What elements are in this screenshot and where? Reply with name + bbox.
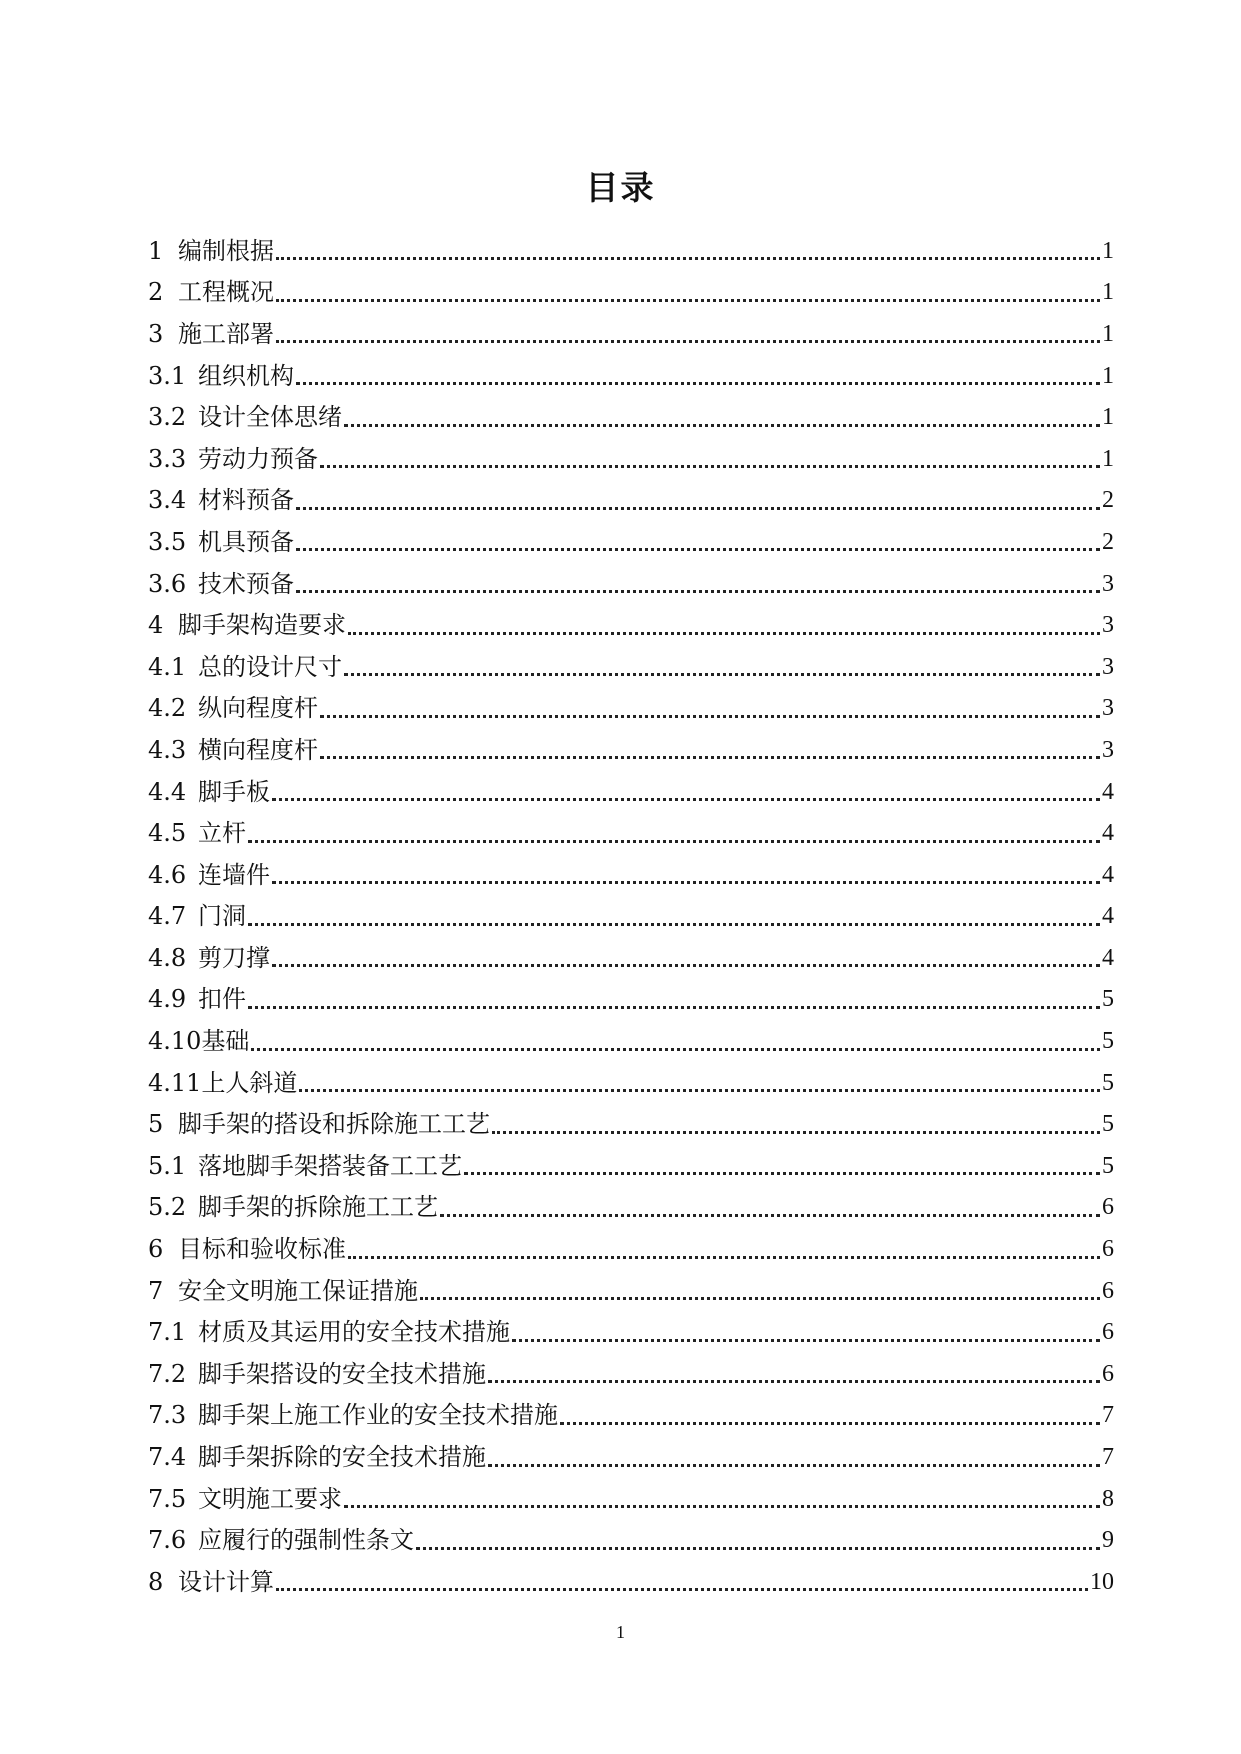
toc-entry-label: 编制根据 bbox=[178, 236, 274, 265]
dot-leader bbox=[320, 715, 1100, 718]
toc-entry-label: 脚手架构造要求 bbox=[178, 611, 346, 640]
toc-entry-label: 工程概况 bbox=[178, 278, 274, 307]
toc-entry-page: 5 bbox=[1102, 1152, 1114, 1179]
toc-entry[interactable] bbox=[148, 1311, 1114, 1353]
toc-entry[interactable] bbox=[148, 1353, 1114, 1395]
dot-leader bbox=[276, 340, 1100, 343]
toc-entry-label: 设计全体思绪 bbox=[198, 403, 342, 432]
toc-entry-label: 总的设计尺寸 bbox=[198, 652, 342, 681]
dot-leader bbox=[248, 923, 1100, 926]
toc-entry-label: 组织机构 bbox=[198, 361, 294, 390]
toc-entry-page: 8 bbox=[1102, 1485, 1114, 1512]
dot-leader bbox=[299, 1089, 1100, 1092]
dot-leader bbox=[492, 1131, 1100, 1134]
dot-leader bbox=[296, 548, 1100, 551]
toc-entry-page: 6 bbox=[1102, 1319, 1114, 1346]
toc-entry-number: 4 bbox=[148, 611, 164, 640]
toc-entry-number: 7.6 bbox=[148, 1526, 187, 1555]
toc-entry-page: 9 bbox=[1102, 1527, 1114, 1554]
toc-entry-number: 3.1 bbox=[148, 361, 187, 390]
toc-entry-page: 1 bbox=[1102, 237, 1114, 264]
toc-entry-page: 4 bbox=[1102, 778, 1114, 805]
toc-entry-number: 3.2 bbox=[148, 403, 187, 432]
toc-entry-label: 纵向程度杆 bbox=[198, 694, 318, 723]
dot-leader bbox=[512, 1339, 1100, 1342]
toc-entry-number: 4.9 bbox=[148, 985, 187, 1014]
toc-entry-label: 脚手架搭设的安全技术措施 bbox=[198, 1359, 486, 1388]
toc-entry-page: 7 bbox=[1102, 1402, 1114, 1429]
toc-entry-page: 5 bbox=[1102, 986, 1114, 1013]
toc-entry-page: 6 bbox=[1102, 1194, 1114, 1221]
toc-entry[interactable] bbox=[148, 1103, 1114, 1145]
toc-entry[interactable] bbox=[148, 1561, 1114, 1603]
toc-entry[interactable] bbox=[148, 438, 1114, 480]
dot-leader bbox=[272, 964, 1100, 967]
toc-entry-number: 1 bbox=[148, 236, 164, 265]
toc-entry-label: 施工部署 bbox=[178, 319, 274, 348]
toc-entry-number: 4.8 bbox=[148, 943, 187, 972]
toc-entry[interactable] bbox=[148, 480, 1114, 522]
dot-leader bbox=[348, 1256, 1100, 1259]
toc-entry-number: 7.1 bbox=[148, 1318, 187, 1347]
dot-leader bbox=[276, 257, 1100, 260]
toc-entry-label: 目标和验收标准 bbox=[178, 1235, 346, 1264]
toc-entry-label: 门洞 bbox=[198, 902, 246, 931]
toc-entry-number: 3.3 bbox=[148, 444, 187, 473]
toc-entry[interactable] bbox=[148, 812, 1114, 854]
toc-entry-number: 7 bbox=[148, 1276, 164, 1305]
toc-entry-number: 4.2 bbox=[148, 694, 187, 723]
toc-entry-page: 2 bbox=[1102, 487, 1114, 514]
dot-leader bbox=[348, 632, 1100, 635]
dot-leader bbox=[440, 1214, 1100, 1217]
toc-entry-number: 7.3 bbox=[148, 1401, 187, 1430]
dot-leader bbox=[320, 756, 1100, 759]
dot-leader bbox=[344, 1505, 1100, 1508]
toc-entry-page: 6 bbox=[1102, 1236, 1114, 1263]
toc-entry-number: 7.2 bbox=[148, 1359, 187, 1388]
toc-entry-label: 材质及其运用的安全技术措施 bbox=[198, 1318, 510, 1347]
toc-entry-page: 4 bbox=[1102, 944, 1114, 971]
toc-entry-label: 脚手架拆除的安全技术措施 bbox=[198, 1443, 486, 1472]
toc-entry[interactable] bbox=[148, 313, 1114, 355]
toc-entry-label: 脚手架的拆除施工工艺 bbox=[198, 1193, 438, 1222]
dot-leader bbox=[344, 424, 1100, 427]
dot-leader bbox=[464, 1172, 1100, 1175]
toc-entry-page: 3 bbox=[1102, 736, 1114, 763]
toc-entry-number: 6 bbox=[148, 1235, 164, 1264]
toc-entry[interactable] bbox=[148, 355, 1114, 397]
toc-entry[interactable] bbox=[148, 646, 1114, 688]
toc-entry-label: 横向程度杆 bbox=[198, 735, 318, 764]
dot-leader bbox=[276, 299, 1100, 302]
toc-entry-label: 设计计算 bbox=[178, 1567, 274, 1596]
toc-entry-page: 1 bbox=[1102, 279, 1114, 306]
toc-entry[interactable] bbox=[148, 979, 1114, 1021]
toc-entry-number: 4.4 bbox=[148, 777, 187, 806]
toc-entry-page: 2 bbox=[1102, 528, 1114, 555]
toc-entry-page: 10 bbox=[1090, 1568, 1114, 1595]
toc-entry-label: 技术预备 bbox=[198, 569, 294, 598]
toc-entry-page: 6 bbox=[1102, 1277, 1114, 1304]
toc-entry-label: 扣件 bbox=[198, 985, 246, 1014]
toc-entry[interactable] bbox=[148, 563, 1114, 605]
toc-entry-number: 2 bbox=[148, 278, 164, 307]
dot-leader bbox=[296, 382, 1100, 385]
toc-entry[interactable] bbox=[148, 1270, 1114, 1312]
dot-leader bbox=[296, 590, 1100, 593]
toc-entry[interactable] bbox=[148, 1228, 1114, 1270]
dot-leader bbox=[251, 1048, 1100, 1051]
toc-entry-page: 4 bbox=[1102, 861, 1114, 888]
dot-leader bbox=[560, 1422, 1100, 1425]
dot-leader bbox=[272, 798, 1100, 801]
toc-entry-page: 5 bbox=[1102, 1028, 1114, 1055]
toc-entry-page: 4 bbox=[1102, 903, 1114, 930]
toc-entry-label: 基础 bbox=[201, 1027, 250, 1056]
toc-entry[interactable] bbox=[148, 896, 1114, 938]
toc-entry-page: 1 bbox=[1102, 404, 1114, 431]
toc-entry-label: 应履行的强制性条文 bbox=[198, 1526, 414, 1555]
toc-entry-number: 3.5 bbox=[148, 527, 187, 556]
dot-leader bbox=[248, 1006, 1100, 1009]
toc-entry-label: 连墙件 bbox=[198, 860, 270, 889]
toc-entry-number: 4.11 bbox=[148, 1068, 202, 1097]
toc-entry-label: 脚手架上施工作业的安全技术措施 bbox=[198, 1401, 558, 1430]
toc-entry[interactable] bbox=[148, 771, 1114, 813]
toc-entry-number: 3 bbox=[148, 319, 164, 348]
toc-entry-label: 劳动力预备 bbox=[198, 444, 318, 473]
dot-leader bbox=[296, 507, 1100, 510]
dot-leader bbox=[272, 881, 1100, 884]
dot-leader bbox=[344, 673, 1100, 676]
toc-entry-number: 8 bbox=[148, 1567, 164, 1596]
toc-title: 目录 bbox=[585, 168, 656, 207]
toc-entry[interactable] bbox=[148, 688, 1114, 730]
toc-entry[interactable] bbox=[148, 1395, 1114, 1437]
toc-entry-page: 1 bbox=[1102, 320, 1114, 347]
toc-entry-page: 7 bbox=[1102, 1444, 1114, 1471]
toc-entry-page: 5 bbox=[1102, 1069, 1114, 1096]
toc-entry-label: 机具预备 bbox=[198, 527, 294, 556]
dot-leader bbox=[248, 840, 1100, 843]
toc-entry-label: 文明施工要求 bbox=[198, 1484, 342, 1513]
toc-entry-label: 脚手板 bbox=[198, 777, 270, 806]
toc-entry-number: 4.1 bbox=[148, 652, 187, 681]
toc-entry[interactable] bbox=[148, 1478, 1114, 1520]
toc-entry[interactable] bbox=[148, 1062, 1114, 1104]
toc-entry-number: 5.2 bbox=[148, 1193, 187, 1222]
toc-entry-page: 5 bbox=[1102, 1111, 1114, 1138]
toc-entry[interactable] bbox=[148, 396, 1114, 438]
toc-entry-number: 4.3 bbox=[148, 735, 187, 764]
toc-entry-page: 6 bbox=[1102, 1360, 1114, 1387]
dot-leader bbox=[416, 1547, 1100, 1550]
toc-entry-page: 1 bbox=[1102, 445, 1114, 472]
toc-entry-page: 3 bbox=[1102, 695, 1114, 722]
toc-entry-number: 3.4 bbox=[148, 486, 187, 515]
dot-leader bbox=[420, 1297, 1100, 1300]
table-of-contents bbox=[148, 230, 1114, 1603]
toc-entry-page: 3 bbox=[1102, 653, 1114, 680]
toc-entry[interactable] bbox=[148, 521, 1114, 563]
toc-entry[interactable] bbox=[148, 1519, 1114, 1561]
toc-entry-page: 3 bbox=[1102, 570, 1114, 597]
page-number: 1 bbox=[616, 1622, 625, 1642]
toc-entry-page: 3 bbox=[1102, 612, 1114, 639]
toc-entry-page: 1 bbox=[1102, 362, 1114, 389]
toc-entry[interactable] bbox=[148, 1187, 1114, 1229]
dot-leader bbox=[488, 1380, 1100, 1383]
toc-entry-label: 安全文明施工保证措施 bbox=[178, 1276, 418, 1305]
toc-entry-page: 4 bbox=[1102, 820, 1114, 847]
toc-entry[interactable] bbox=[148, 729, 1114, 771]
toc-entry[interactable] bbox=[148, 604, 1114, 646]
toc-entry-number: 7.4 bbox=[148, 1443, 187, 1472]
toc-entry-label: 落地脚手架搭装备工工艺 bbox=[198, 1151, 462, 1180]
toc-entry-number: 3.6 bbox=[148, 569, 187, 598]
toc-entry-label: 立杆 bbox=[198, 819, 246, 848]
toc-entry[interactable] bbox=[148, 1145, 1114, 1187]
toc-entry-label: 材料预备 bbox=[198, 486, 294, 515]
toc-entry[interactable] bbox=[148, 937, 1114, 979]
toc-entry[interactable] bbox=[148, 272, 1114, 314]
toc-entry[interactable] bbox=[148, 854, 1114, 896]
dot-leader bbox=[276, 1588, 1088, 1591]
toc-entry[interactable] bbox=[148, 1020, 1114, 1062]
toc-entry-number: 4.5 bbox=[148, 819, 187, 848]
toc-entry-number: 4.6 bbox=[148, 860, 187, 889]
toc-entry-label: 剪刀撑 bbox=[198, 943, 270, 972]
toc-entry[interactable] bbox=[148, 1436, 1114, 1478]
toc-entry-label: 上人斜道 bbox=[201, 1068, 298, 1097]
toc-entry-number: 4.10 bbox=[148, 1027, 202, 1056]
toc-entry-number: 7.5 bbox=[148, 1484, 187, 1513]
toc-entry[interactable] bbox=[148, 230, 1114, 272]
toc-entry-number: 5.1 bbox=[148, 1151, 187, 1180]
toc-entry-label: 脚手架的搭设和拆除施工工艺 bbox=[178, 1110, 490, 1139]
dot-leader bbox=[320, 465, 1100, 468]
dot-leader bbox=[488, 1464, 1100, 1467]
toc-entry-number: 5 bbox=[148, 1110, 164, 1139]
toc-entry-number: 4.7 bbox=[148, 902, 187, 931]
